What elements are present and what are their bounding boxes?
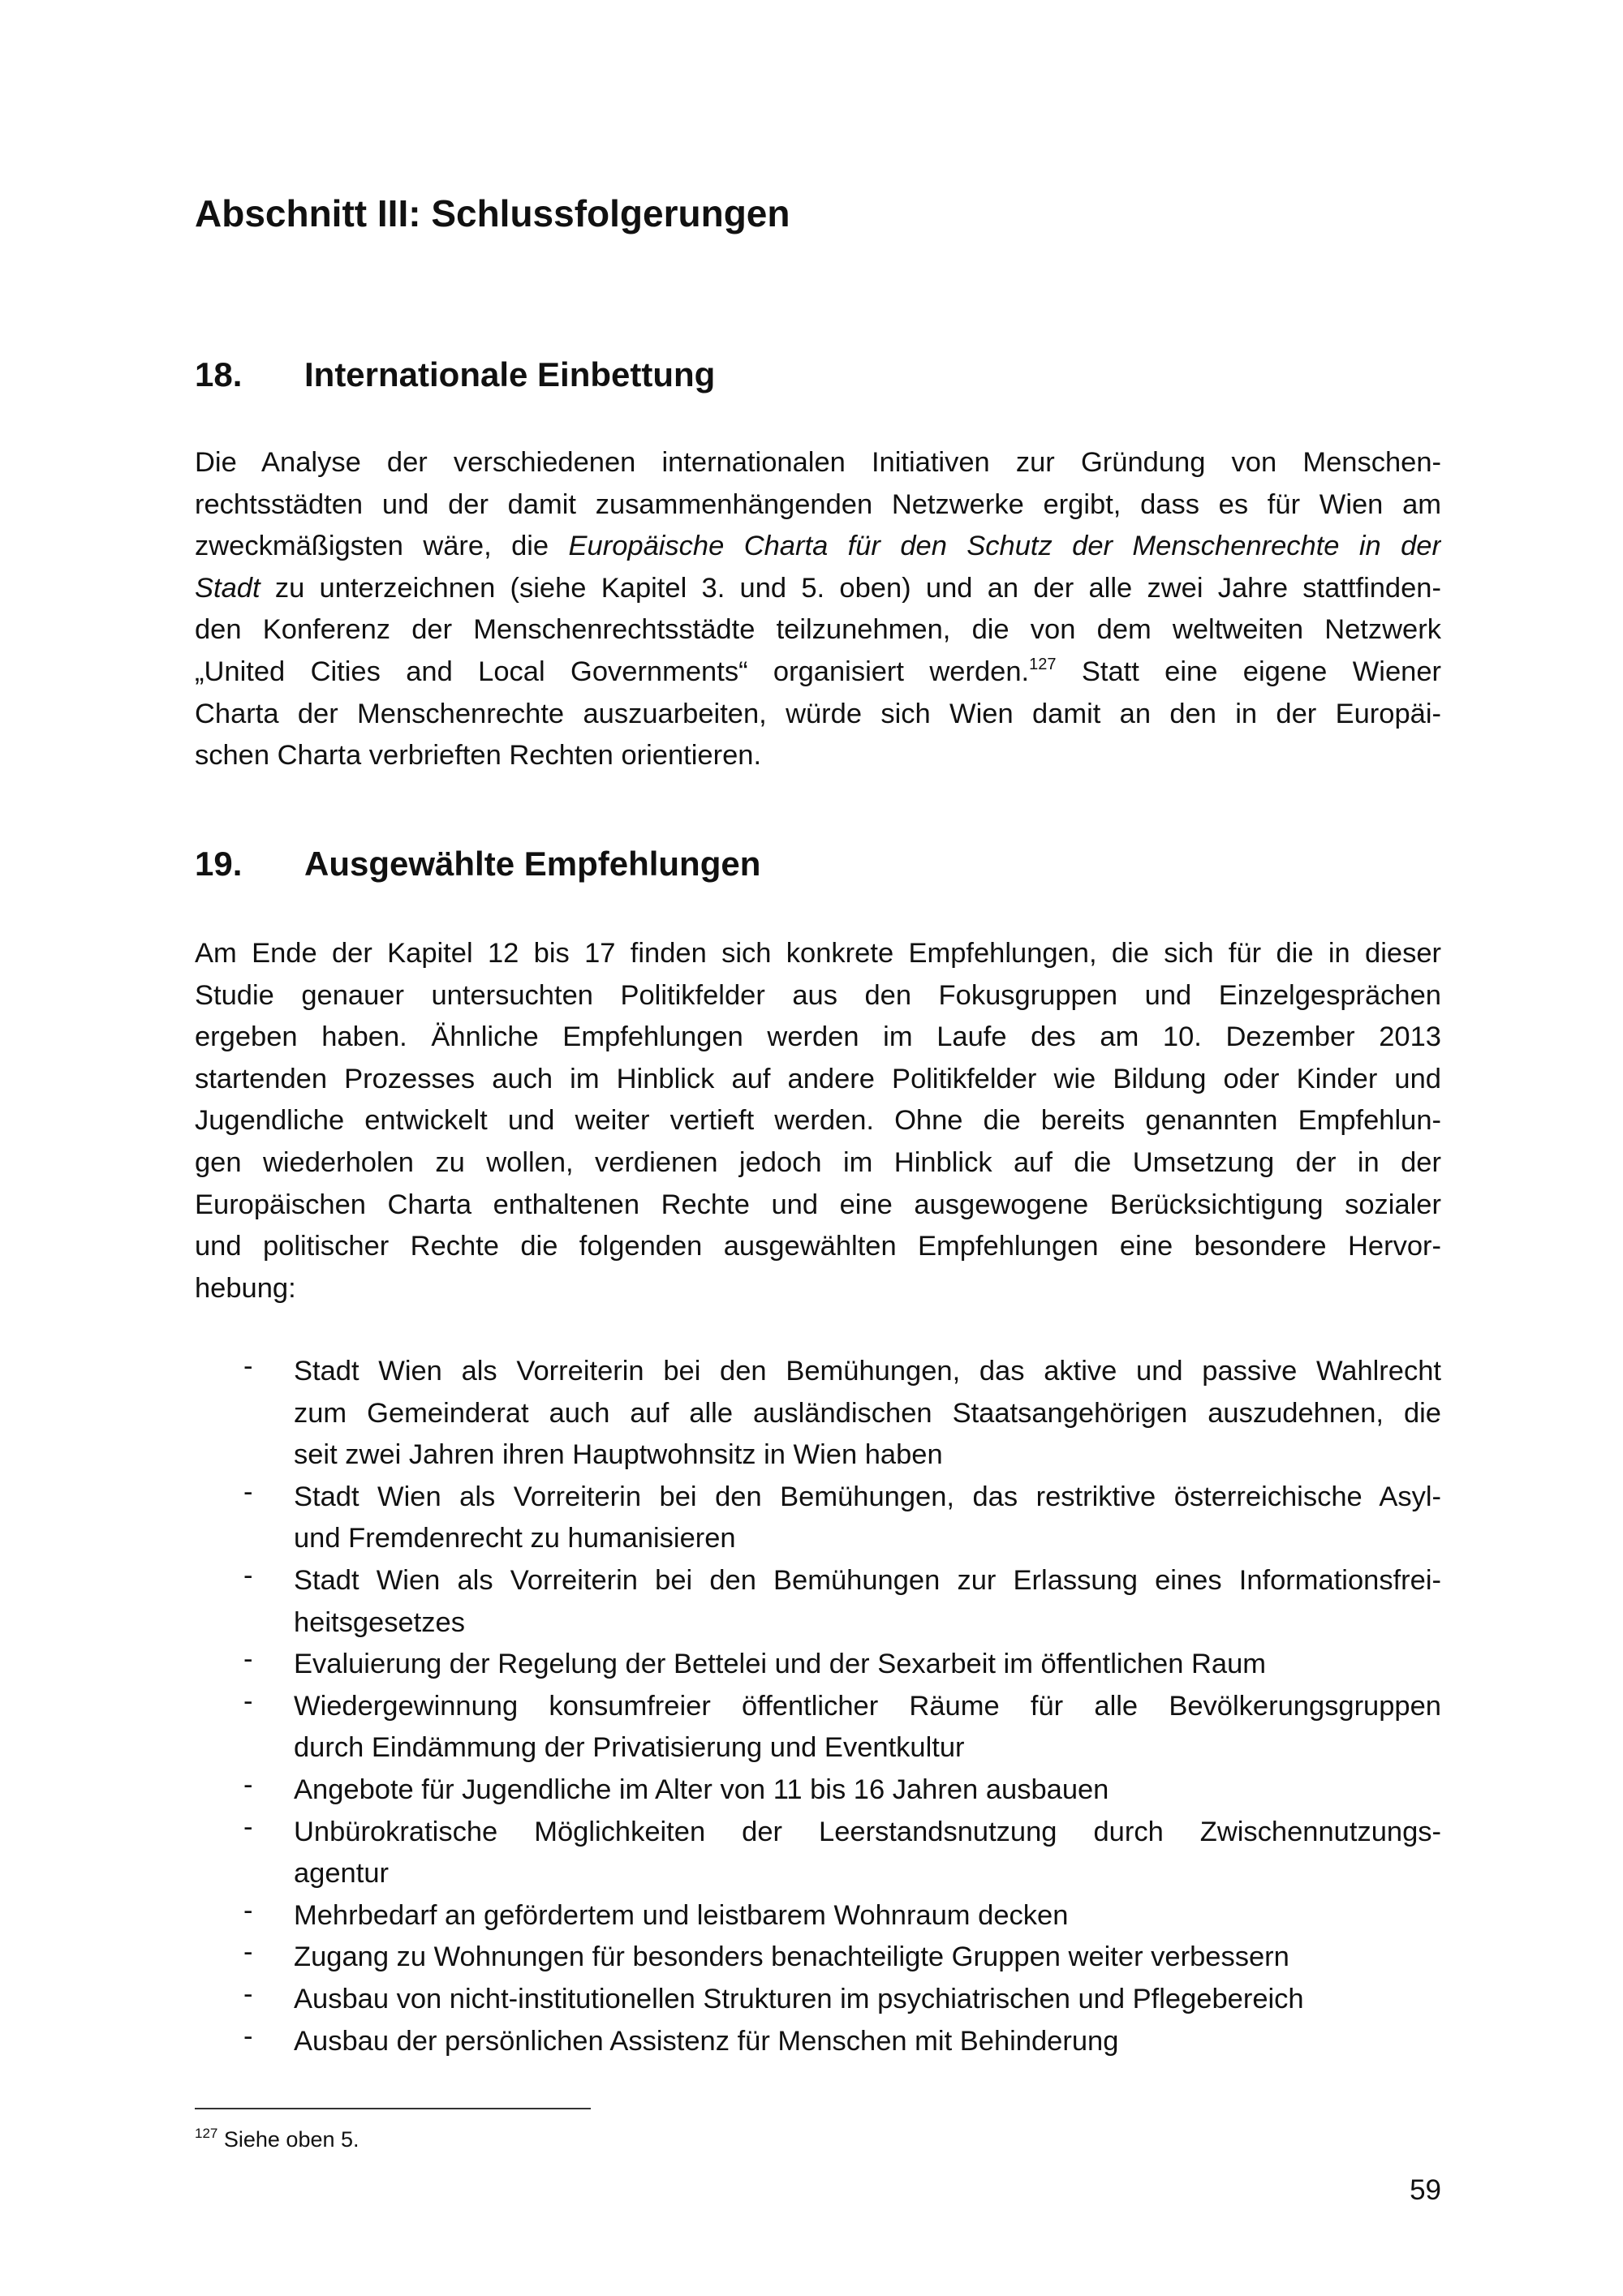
- list-item-line: Ausbau von nicht-institutionellen Strukturen im psychiatrischen und Pflegebereich: [294, 1983, 1304, 2014]
- paragraph-line: [195, 651, 1441, 694]
- bullet-dash: -: [243, 1559, 253, 1591]
- paragraph-line: [195, 933, 1441, 975]
- bullet-dash: -: [243, 1351, 253, 1382]
- text-run: gen wiederholen zu wollen, verdienen jedoch im Hinblick auf die Umsetzung der in der: [195, 1146, 1441, 1178]
- paragraph-line: [195, 1100, 1441, 1142]
- text-run: Charta der Menschenrechte auszuarbeiten, würde sich Wien damit an den in der Europäi-: [195, 698, 1441, 729]
- text-run: ergeben haben. Ähnliche Empfehlungen werden im Laufe des am 10. Dezember 2013: [195, 1021, 1441, 1053]
- paragraph-line: [195, 484, 1441, 527]
- text-run: zweckmäßigsten wäre, die: [195, 531, 569, 562]
- list-item-line: Wiedergewinnung konsumfreier öffentlicher Räume für alle Bevölkerungsgruppen: [294, 1690, 1441, 1722]
- paragraph-line: [195, 1226, 1441, 1268]
- section-title: Abschnitt III: Schlussfolgerungen: [195, 192, 790, 234]
- bullet-dash: -: [243, 2020, 253, 2052]
- list-item-line: Stadt Wien als Vorreiterin bei den Bemühungen zur Erlassung eines Informationsfrei-: [294, 1564, 1441, 1596]
- bullet-dash: -: [243, 1937, 253, 1968]
- footnote-number: 127: [195, 2126, 218, 2141]
- chapter-18-paragraph: [195, 442, 1441, 777]
- list-item-line: und Fremdenrecht zu humanisieren: [294, 1523, 736, 1554]
- text-run: „United Cities and Local Governments“ organisiert werden.: [195, 656, 1030, 687]
- list-item: [243, 1979, 1441, 2021]
- paragraph-line: [195, 1185, 1441, 1227]
- list-item: [243, 1812, 1441, 1895]
- bullet-dash: -: [243, 1644, 253, 1675]
- list-item: [243, 1351, 1441, 1477]
- paragraph-line: [195, 735, 1441, 777]
- footnote-text: Siehe oben 5.: [217, 2127, 359, 2152]
- list-item-line: heitsgesetzes: [294, 1606, 465, 1638]
- list-item-line: agentur: [294, 1858, 390, 1890]
- list-item-line: Mehrbedarf an gefördertem und leistbarem Wohnraum decken: [294, 1899, 1069, 1931]
- paragraph-line: [195, 975, 1441, 1017]
- text-run: den Konferenz der Menschenrechtsstädte teilzunehmen, die von dem weltweiten Netzwerk: [195, 614, 1441, 646]
- list-item-line: Angebote für Jugendliche im Alter von 11 bis 16 Jahren ausbauen: [294, 1774, 1109, 1805]
- paragraph-line: [195, 1017, 1441, 1059]
- text-run: Europäischen Charta enthaltenen Rechte und eine ausgewogene Berücksichtigung sozialer: [195, 1189, 1441, 1220]
- bullet-dash: -: [243, 1894, 253, 1926]
- paragraph-line: [195, 694, 1441, 736]
- italic-text: Europäische Charta für den Schutz der Menschenrechte in der: [568, 531, 1441, 562]
- text-run: schen Charta verbrieften Rechten orientieren.: [195, 740, 762, 772]
- text-run: Studie genauer untersuchten Politikfelder aus den Fokusgruppen und Einzelgesprächen: [195, 979, 1441, 1011]
- bullet-dash: -: [243, 1978, 253, 2010]
- recommendations-list: [243, 1351, 1441, 2062]
- footnote: [195, 2127, 359, 2152]
- list-item: [243, 1560, 1441, 1644]
- list-item-line: Stadt Wien als Vorreiterin bei den Bemühungen, das restriktive österreichische Asyl-: [294, 1481, 1441, 1512]
- paragraph-line: [195, 526, 1441, 568]
- list-item: [243, 1769, 1441, 1812]
- italic-text: Stadt: [195, 572, 260, 604]
- paragraph-line: [195, 609, 1441, 651]
- bullet-dash: -: [243, 1685, 253, 1717]
- chapter-title: Ausgewählte Empfehlungen: [304, 845, 761, 883]
- chapter-number: 19.: [195, 845, 243, 883]
- chapter-number: 18.: [195, 355, 243, 393]
- bullet-dash: -: [243, 1769, 253, 1800]
- paragraph-line: [195, 1268, 1441, 1310]
- list-item-line: durch Eindämmung der Privatisierung und Eventkultur: [294, 1732, 965, 1764]
- list-item-line: zum Gemeinderat auch auf alle ausländischen Staatsangehörigen auszudehnen, die: [294, 1397, 1441, 1429]
- chapter-title: Internationale Einbettung: [304, 355, 716, 393]
- text-run: zu unterzeichnen (siehe Kapitel 3. und 5. oben) und an der alle zwei Jahre stattfinden-: [260, 572, 1441, 604]
- text-run: rechtsstädten und der damit zusammenhängenden Netzwerke ergibt, dass es für Wien am: [195, 488, 1441, 520]
- text-run: und politischer Rechte die folgenden ausgewählten Empfehlungen eine besondere Hervor-: [195, 1231, 1441, 1262]
- footnote-reference[interactable]: 127: [1029, 655, 1057, 673]
- list-item: [243, 1937, 1441, 1979]
- list-item: [243, 1686, 1441, 1769]
- paragraph-line: [195, 442, 1441, 484]
- list-item-line: Ausbau der persönlichen Assistenz für Menschen mit Behinderung: [294, 2025, 1119, 2057]
- list-item-line: Unbürokratische Möglichkeiten der Leerstandsnutzung durch Zwischennutzungs-: [294, 1816, 1441, 1847]
- list-item-line: Zugang zu Wohnungen für besonders benachteiligte Gruppen weiter verbessern: [294, 1941, 1289, 1973]
- text-run: Statt eine eigene Wiener: [1056, 656, 1441, 687]
- list-item: [243, 1644, 1441, 1686]
- bullet-dash: -: [243, 1811, 253, 1842]
- list-item: [243, 2021, 1441, 2063]
- text-run: startenden Prozesses auch im Hinblick auf andere Politikfelder wie Bildung oder Kinder und: [195, 1063, 1441, 1094]
- chapter-19-paragraph: [195, 933, 1441, 1309]
- paragraph-line: [195, 568, 1441, 610]
- text-run: Jugendliche entwickelt und weiter vertieft werden. Ohne die bereits genannten Empfehlun-: [195, 1105, 1441, 1137]
- paragraph-line: [195, 1142, 1441, 1185]
- footnote-separator: [195, 2108, 591, 2109]
- paragraph-line: [195, 1059, 1441, 1101]
- bullet-dash: -: [243, 1476, 253, 1507]
- list-item-line: Stadt Wien als Vorreiterin bei den Bemühungen, das aktive und passive Wahlrecht: [294, 1356, 1441, 1387]
- text-run: hebung:: [195, 1272, 296, 1304]
- text-run: Die Analyse der verschiedenen internationalen Initiativen zur Gründung von Menschen-: [195, 447, 1441, 478]
- list-item-line: Evaluierung der Regelung der Bettelei und der Sexarbeit im öffentlichen Raum: [294, 1649, 1266, 1680]
- list-item-line: seit zwei Jahren ihren Hauptwohnsitz in Wien haben: [294, 1439, 943, 1471]
- page-number: 59: [1410, 2174, 1441, 2206]
- text-run: Am Ende der Kapitel 12 bis 17 finden sich konkrete Empfehlungen, die sich für die in dieser: [195, 938, 1441, 969]
- list-item: [243, 1477, 1441, 1560]
- list-item: [243, 1895, 1441, 1937]
